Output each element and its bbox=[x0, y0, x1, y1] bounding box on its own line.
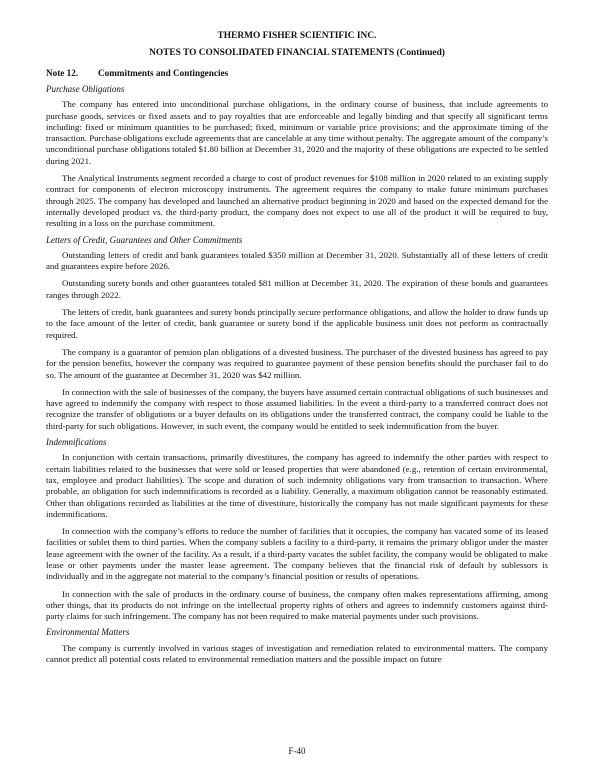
document-subtitle: NOTES TO CONSOLIDATED FINANCIAL STATEMENTS (Continued) bbox=[149, 48, 445, 58]
paragraph: The letters of credit, bank guarantees and surety bonds principally secure performance obligations, and allow the holder to draw funds up to the face amount of the letter of credit, bank guarantee or surety bond if the applicable business unit does not perform as contractually required. bbox=[46, 307, 548, 340]
paragraph: In connection with the sale of products in the ordinary course of business, the company often makes representations affirming, among other things, that its products do not infringe on the intellectual property rights of others and agrees to indemnify customers against third-party claims for such infringement. The company has not been required to make material payments under such provisions. bbox=[46, 588, 548, 622]
paragraph: The company is a guarantor of pension plan obligations of a divested business. The purchaser of the divested business has agreed to pay for the pension benefits, however the company was required to guarantee payment of these pension benefits should the purchaser fail to do so. The amount of the guarantee at December 31, 2020 was $42 million. bbox=[46, 346, 548, 380]
section-heading-purchase-obligations: Purchase Obligations bbox=[46, 84, 125, 94]
paragraph: Outstanding letters of credit and bank guarantees totaled $350 million at December 31, 2020. Substantially all of these letters of credit and guarantees expire before 2026. bbox=[46, 249, 548, 272]
paragraph: In connection with the sale of businesses of the company, the buyers have assumed certain contractual obligations of such businesses and have agreed to indemnify the company with respect to those assumed liabilities. In the event a third-party to a transferred contract does not recognize the transfer of obligations or a buyer defaults on its obligations under the transferred contract, the company could be liable to the third-party for such obligations. However, in such event, the company would be entitled to seek indemnification from the buyer. bbox=[46, 386, 548, 431]
page-number: F-40 bbox=[288, 746, 306, 756]
paragraph: In conjunction with certain transactions, primarily divestitures, the company has agreed to indemnify the other parties with respect to certain liabilities related to the businesses that were sold or leased properties that were abandoned (e.g., retention of certain environmental, tax, employee and product liabilities). The scope and duration of such indemnity obligations vary from transaction to transaction. Where probable, an obligation for such indemnifications is recorded as a liability. Generally, a maximum obligation cannot be reasonably estimated. Other than obligations recorded as liabilities at the time of divestiture, historically the company has not made significant payments for these indemnifications. bbox=[46, 452, 548, 519]
paragraph: Outstanding surety bonds and other guarantees totaled $81 million at December 31, 2020. The expiration of these bonds and guarantees ranges through 2022. bbox=[46, 278, 548, 300]
note-heading bbox=[46, 67, 548, 79]
section-heading-environmental-matters: Environmental Matters bbox=[46, 627, 130, 638]
section-heading-indemnifications: Indemnifications bbox=[46, 437, 107, 448]
company-name: THERMO FISHER SCIENTIFIC INC. bbox=[217, 31, 377, 41]
paragraph: In connection with the company’s efforts to reduce the number of facilities that it occupies, the company has vacated some of its leased facilities or sublet them to third parties. When the company sublets a facility to a third-party, it remains the primary obligor under the master lease agreement with the owner of the facility. As a result, if a third-party vacates the sublet facility, the company would be obligated to make lease or other payments under the master lease agreement. The company believes that the financial risk of default by sublessors is individually and in the aggregate not material to the company’s financial position or results of operations. bbox=[46, 526, 548, 582]
note-title: Commitments and Contingencies bbox=[98, 68, 229, 78]
note-number: Note 12. bbox=[46, 68, 79, 78]
paragraph: The Analytical Instruments segment recorded a charge to cost of product revenues for $108 million in 2020 related to an existing supply contract for components of electron microscopy instruments. The agreement requires the company to make future minimum purchases through 2025. The company has developed and launched an alternative product beginning in 2020 and based on the expected demand for the internally developed product vs. the third-party product, the company does not expect to use all of the product it will be required to buy, resulting in a loss on the purchase commitment. bbox=[46, 173, 548, 229]
paragraph: The company is currently involved in various stages of investigation and remediation related to environmental matters. The company cannot predict all potential costs related to environmental remediation matters and the possible impact on future bbox=[46, 642, 548, 665]
paragraph: The company has entered into unconditional purchase obligations, in the ordinary course of business, that include agreements to purchase goods, services or fixed assets and to pay royalties that are enforceable and legally binding and that specify all significant terms including: fixed or minimum quantities to be purchased; fixed, minimum or variable price provisions; and the approximate timing of the transaction. Purchase obligations exclude agreements that are cancelable at any time without penalty. The aggregate amount of the company’s unconditional purchase obligations totaled $1.80 billion at December 31, 2020 and the majority of these obligations are expected to be settled during 2021. bbox=[46, 99, 548, 166]
section-heading-letters-of-credit: Letters of Credit, Guarantees and Other Commitments bbox=[46, 234, 243, 245]
